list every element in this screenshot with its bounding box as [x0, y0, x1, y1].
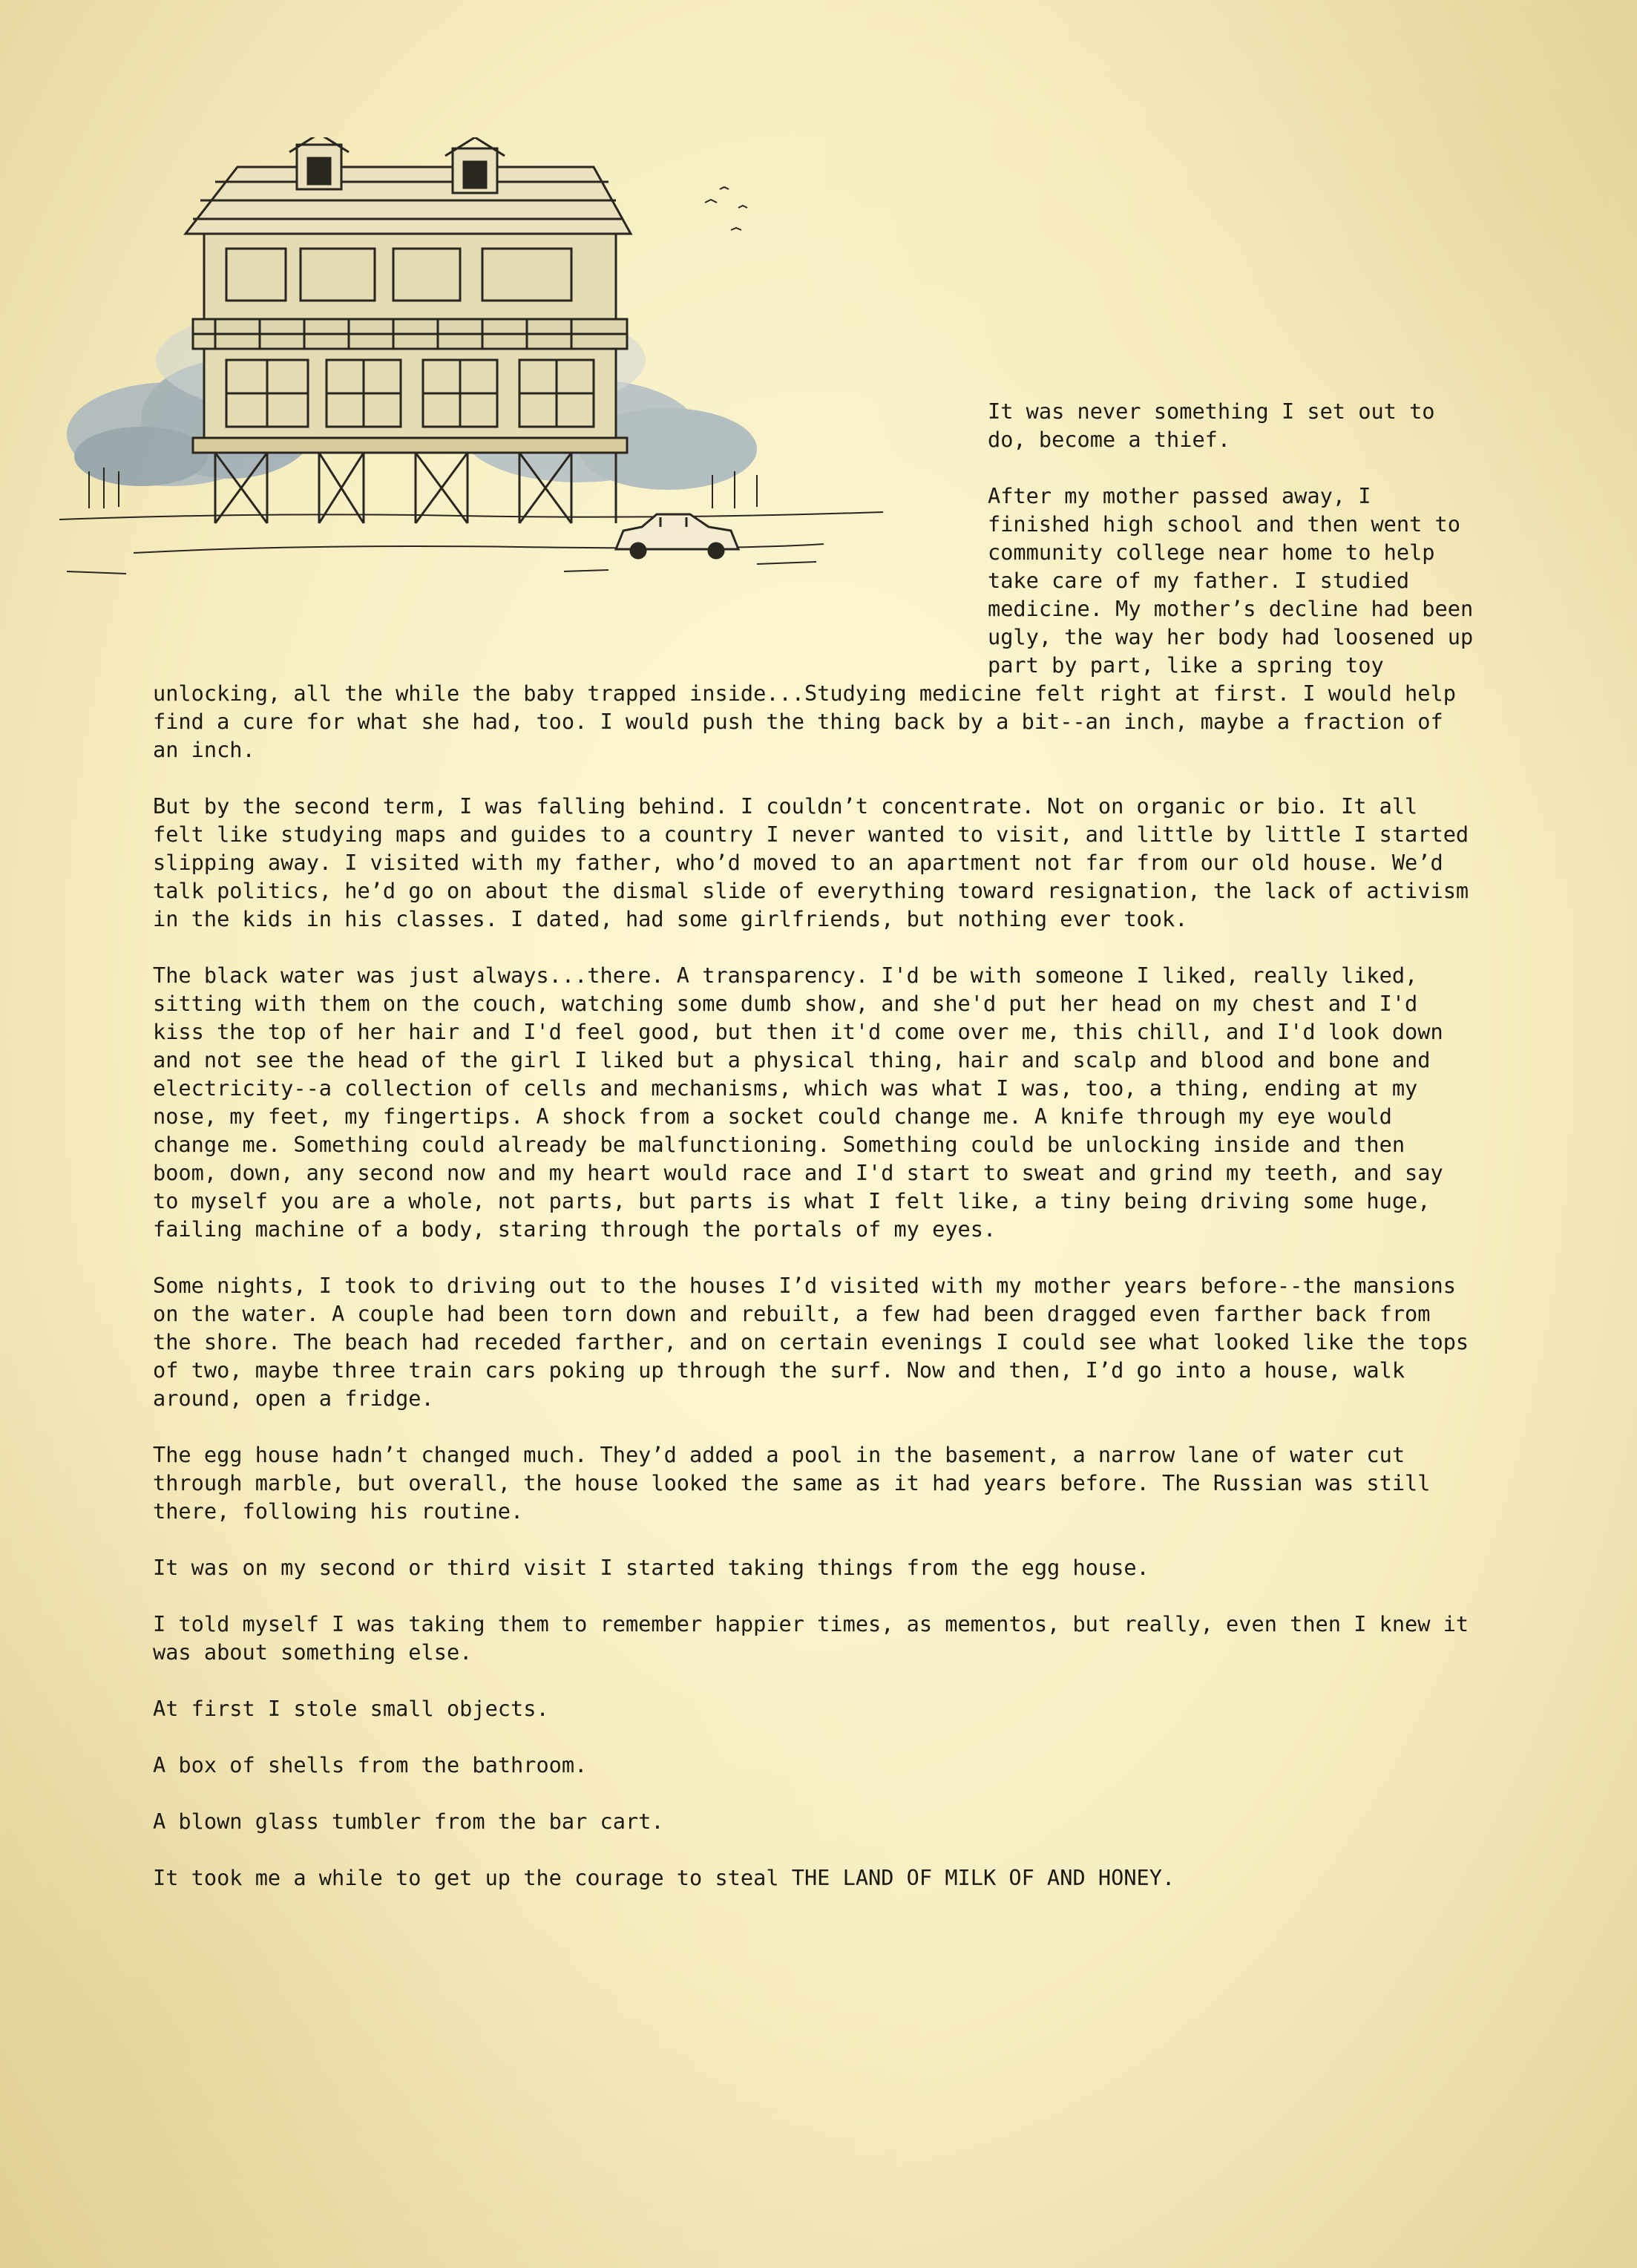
book-title-caps: THE LAND OF MILK OF AND HONEY [791, 1865, 1162, 1890]
final-lead-text: It took me a while to get up the courage to steal [153, 1865, 792, 1890]
final-period: . [1161, 1865, 1175, 1890]
birds-drawing [705, 187, 747, 230]
paragraph-6: The egg house hadn’t changed much. They’d added a pool in the basement, a narrow lane of water cut through marble, but overall, the house looked the same as it had years before. The Russian was still there, following his routine. [153, 1442, 1431, 1524]
paragraph-8: I told myself I was taking them to remember happier times, as mementos, but really, even then I knew it was about something else. [153, 1611, 1469, 1665]
paragraph-4: The black water was just always...there. A transparency. I'd be with someone I liked, really liked, sitting with them on the couch, watching some dumb show, and she'd put her head on my chest and I'd kiss the top of her hair and I'd feel good, but then it'd come over me, this chill, and I'd look down and not see the head of the girl I liked but a physical thing, hair and scalp and blood and bone and electricity--a collection of cells and mechanisms, which was what I was, too, a thing, ending at my nose, my feet, my fingertips. A shock from a socket could change me. A knife through my eye would change me. Something could already be malfunctioning. Something could be unlocking inside and then boom, down, any second now and my heart would race and I'd start to sweat and grind my teeth, and say to myself you are a whole, not parts, but parts is what I felt like, a tiny being driving some huge, failing machine of a body, staring through the portals of my eyes. [153, 963, 1443, 1242]
paragraph-10: A box of shells from the bathroom. [153, 1752, 588, 1777]
paragraph-2: After my mother passed away, I finished high school and then went to community college near home to help take care of my father. I studied medicine. My mother’s decline had been ugly, the way her body had loosened up part by part, like a spring toy unlocking, all the while the baby trapped inside...Studying medicine felt right at first. I would help find a cure for what she had, too. I would push the thing back by a bit--an inch, maybe a fraction of an inch. [153, 483, 1474, 762]
story-text [153, 397, 1481, 1920]
paragraph-7: It was on my second or third visit I started taking things from the egg house. [153, 1555, 1149, 1580]
paragraph-3: But by the second term, I was falling behind. I couldn’t concentrate. Not on organic or bio. It all felt like studying maps and guides to a country I never wanted to visit, and little by little I started slipping away. I visited with my father, who’d moved to an apartment not far from our old house. We’d talk politics, he’d go on about the dismal slide of everything toward resignation, the lack of activism in the kids in his classes. I dated, had some girlfriends, but nothing ever took. [153, 793, 1469, 931]
illustration-wrap-space [153, 397, 988, 675]
paragraph-9: At first I stole small objects. [153, 1696, 549, 1721]
paragraph-12 [153, 1864, 1481, 1892]
paragraph-11: A blown glass tumbler from the bar cart. [153, 1809, 664, 1834]
paragraph-1: It was never something I set out to do, become a thief. [988, 399, 1435, 452]
paragraph-5: Some nights, I took to driving out to the houses I’d visited with my mother years before--the mansions on the water. A couple had been torn down and rebuilt, a few had been dragged even farther back from the shore. The beach had receded farther, and on certain evenings I could see what looked like the tops of two, maybe three train cars poking up through the surf. Now and then, I’d go into a house, walk around, open a fridge. [153, 1273, 1469, 1411]
